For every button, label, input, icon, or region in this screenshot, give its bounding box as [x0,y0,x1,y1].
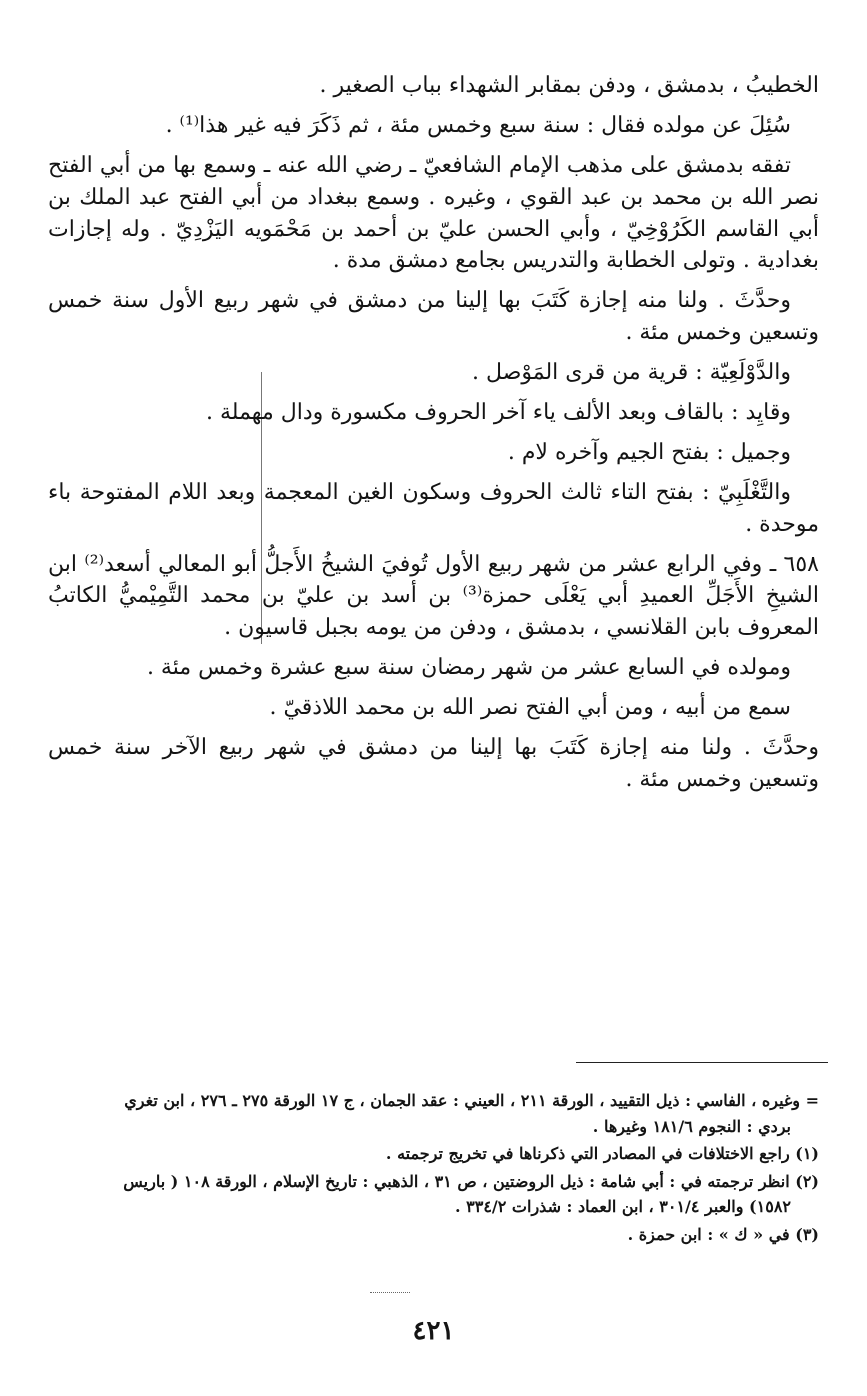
paragraph: وحدَّثَ . ولنا منه إجازة كَتَبَ بها إلينا من دمشق في شهر ربيع الآخر سنة خمس وتسعين وخمس مئة . [48,735,819,792]
paragraph: والدَّوْلَعِيّة : قرية من قرى المَوْصل . [472,360,791,386]
paragraph: سمع من أبيه ، ومن أبي الفتح نصر الله بن محمد اللاذقيّ . [269,695,791,721]
separator-dash [370,1292,410,1293]
footnote [48,1088,819,1139]
footnote-3 [48,1222,819,1248]
footnotes [48,1088,819,1250]
page-number: ٤٢١ [412,1316,455,1346]
footnote-line: (١) راجع الاختلافات في المصادر التي ذكرناها في تخريج ترجمته . [385,1144,819,1164]
paragraph: سُئِلَ عن مولده فقال : سنة سبع وخمس مئة ، ثم ذَكَرَ فيه غير هذا⁽¹⁾ . [165,112,791,138]
paragraph: تفقه بدمشق على مذهب الإمام الشافعيّ ـ رضي الله عنه ـ وسمع بها من أبي الفتح نصر الله بن محمد بن عبد القوي ، وغيره . وسمع ببغداد من أبي الفتح عبد الملك بن أبي القاسم الكَرُوْخِيّ ، وأبي الحسن عليّ بن أحمد بن مَحْمَويه اليَزْدِيّ . وله إجازات بغدادية . وتولى الخطابة والتدريس بجامع دمشق مدة . [48,152,819,274]
footnote-2 [48,1169,819,1220]
paragraph: والتَّغْلَبِيّ : بفتح التاء ثالث الحروف وسكون الغين المعجمة وبعد اللام المفتوحة باء موحدة . [48,479,819,537]
footnote-continuation: بردي : النجوم ١٨١/٦ وغيرها . [592,1116,791,1136]
footnote-line: (٣) في « ك » : ابن حمزة . [627,1224,819,1244]
footnote-continuation: ١٥٨٢) والعبر ٣٠١/٤ ، ابن العماد : شذرات ٣٣٤/٢ . [455,1197,791,1217]
footnote-line: (٢) انظر ترجمته في : أبي شامة : ذيل الروضتين ، ص ٣١ ، الذهبي : تاريخ الإسلام ، الورقة ١٠٨ ( باريس [123,1171,819,1191]
main-text [48,70,819,804]
footnote-line: = وغيره ، الفاسي : ذيل التقييد ، الورقة ٢١١ ، العيني : عقد الجمان ، ج ١٧ الورقة ٢٧٥ ـ ٢٧٦ ، ابن تغري [124,1091,819,1110]
paragraph: ومولده في السابع عشر من شهر رمضان سنة سبع عشرة وخمس مئة . [146,655,791,681]
footnote-1 [48,1141,819,1167]
entry-paragraph: ٦٥٨ ـ وفي الرابع عشر من شهر ربيع الأول تُوفيَ الشيخُ الأَجلُّ أبو المعالي أسعد⁽²⁾ ابن الشيخِ الأَجَلِّ العميدِ أبي يَعْلَى حمزة⁽³⁾ بن أسد بن عليّ بن محمد التَّمِيْميُّ الكاتبُ المعروف بابن القلانسي ، بدمشق ، ودفن من يومه بجبل قاسيون . [48,551,819,641]
paragraph: وقايِد : بالقاف وبعد الألف ياء آخر الحروف مكسورة ودال مهملة . [206,400,791,426]
paragraph: وجميل : بفتح الجيم وآخره لام . [507,439,791,465]
paragraph: وحدَّثَ . ولنا منه إجازة كَتَبَ بها إلينا من دمشق في شهر ربيع الأول سنة خمس وتسعين وخمس مئة . [48,288,819,346]
paragraph: الخطيبُ ، بدمشق ، ودفن بمقابر الشهداء بباب الصغير . [319,73,819,98]
footnote-separator [576,1062,828,1063]
